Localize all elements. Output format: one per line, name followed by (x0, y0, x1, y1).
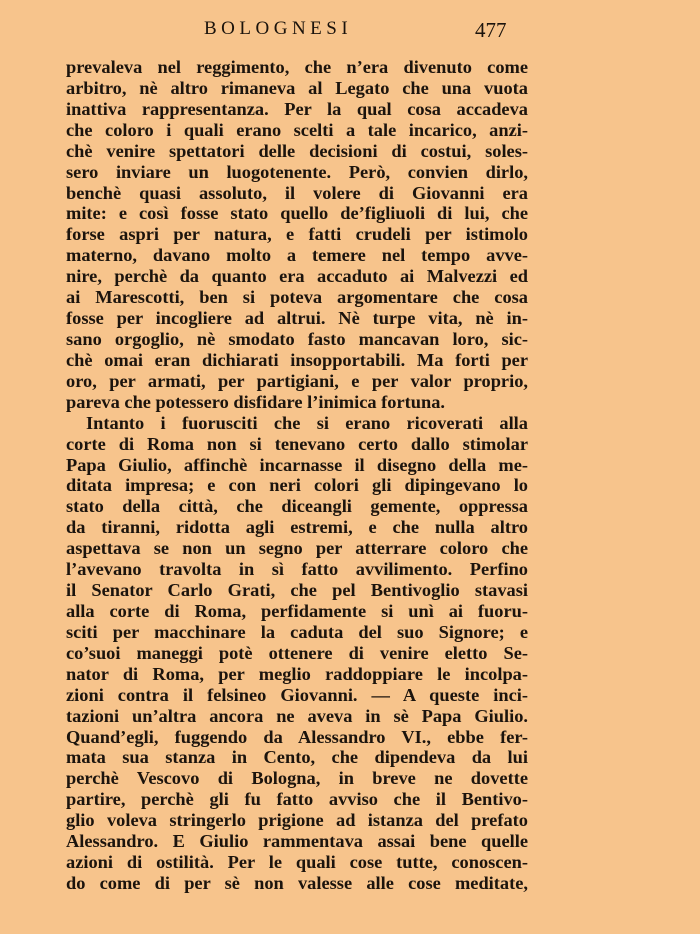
text-line: corte di Roma non si tenevano certo dallo stimolar (66, 433, 528, 454)
text-line: ai Marescotti, ben si poteva argomentare che cosa (66, 287, 528, 308)
text-line: co’suoi maneggi potè ottenere di venire eletto Se- (66, 642, 528, 663)
text-line: Quand’egli, fuggendo da Alessandro VI., ebbe fer- (66, 726, 528, 747)
text-line: zioni contra il felsineo Giovanni. — A queste inci- (66, 684, 528, 705)
text-line: tazioni un’altra ancora ne aveva in sè Papa Giulio. (66, 705, 528, 726)
text-line: Alessandro. E Giulio rammentava assai bene quelle (66, 831, 528, 852)
text-line: fosse per incogliere ad altrui. Nè turpe vita, nè in- (66, 308, 528, 329)
text-line: l’avevano travolta in sì fatto avvilimento. Perfino (66, 559, 528, 580)
body-text (66, 57, 528, 894)
text-line: aspettava se non un segno per atterrare coloro che (66, 538, 528, 559)
text-line: do come di per sè non valesse alle cose meditate, (66, 872, 528, 893)
text-line: sciti per macchinare la caduta del suo Signore; e (66, 621, 528, 642)
text-line: il Senator Carlo Grati, che pel Bentivoglio stavasi (66, 580, 528, 601)
text-line: alla corte di Roma, perfidamente si unì ai fuoru- (66, 600, 528, 621)
text-line: glio voleva stringerlo prigione ad istanza del prefato (66, 810, 528, 831)
paragraph-end-line: pareva che potessero disfidare l’inimica fortuna. (66, 391, 446, 412)
text-line: chè omai eran dichiarati insopportabili. Ma forti per (66, 349, 528, 370)
text-line: partire, perchè gli fu fatto avviso che il Bentivo- (66, 789, 528, 810)
text-line: materno, davano molto a temere nel tempo avve- (66, 245, 528, 266)
text-line: inattiva rappresentanza. Per la qual cosa accadeva (66, 98, 528, 119)
text-line: Papa Giulio, affinchè incarnasse il disegno della me- (66, 454, 528, 475)
text-line: stato della città, che diceangli gemente, oppressa (66, 496, 528, 517)
text-line: forse aspri per natura, e fatti crudeli per istimolo (66, 224, 528, 245)
text-line: nire, perchè da quanto era accaduto ai Malvezzi ed (66, 266, 528, 287)
text-line: nator di Roma, per meglio raddoppiare le incolpa- (66, 663, 528, 684)
text-line: da tiranni, ridotta agli estremi, e che nulla altro (66, 517, 528, 538)
paragraph-start-line: Intanto i fuorusciti che si erano ricoverati alla (86, 412, 528, 433)
page-number: 477 (475, 18, 507, 42)
text-line: mata sua stanza in Cento, che dipendeva da lui (66, 747, 528, 768)
text-line: chè venire spettatori delle decisioni di costui, soles- (66, 140, 528, 161)
text-line: che coloro i quali erano scelti a tale incarico, anzi- (66, 119, 528, 140)
text-line: oro, per armati, per partigiani, e per valor proprio, (66, 370, 528, 391)
text-line: benchè quasi assoluto, il volere di Giovanni era (66, 182, 528, 203)
running-head: BOLOGNESI (204, 18, 353, 39)
text-line: perchè Vescovo di Bologna, in breve ne dovette (66, 768, 528, 789)
text-line: ditata impresa; e con neri colori gli dipingevano lo (66, 475, 528, 496)
text-line: sero inviare un luogotenente. Però, convien dirlo, (66, 161, 528, 182)
text-line: mite: e così fosse stato quello de’figliuoli di lui, che (66, 203, 528, 224)
text-line: sano orgoglio, nè smodato fasto mancavan loro, sic- (66, 328, 528, 349)
text-line: prevaleva nel reggimento, che n’era divenuto come (66, 57, 528, 77)
text-line: azioni di ostilità. Per le quali cose tutte, conoscen- (66, 852, 528, 873)
text-line: arbitro, nè altro rimaneva al Legato che una vuota (66, 77, 528, 98)
